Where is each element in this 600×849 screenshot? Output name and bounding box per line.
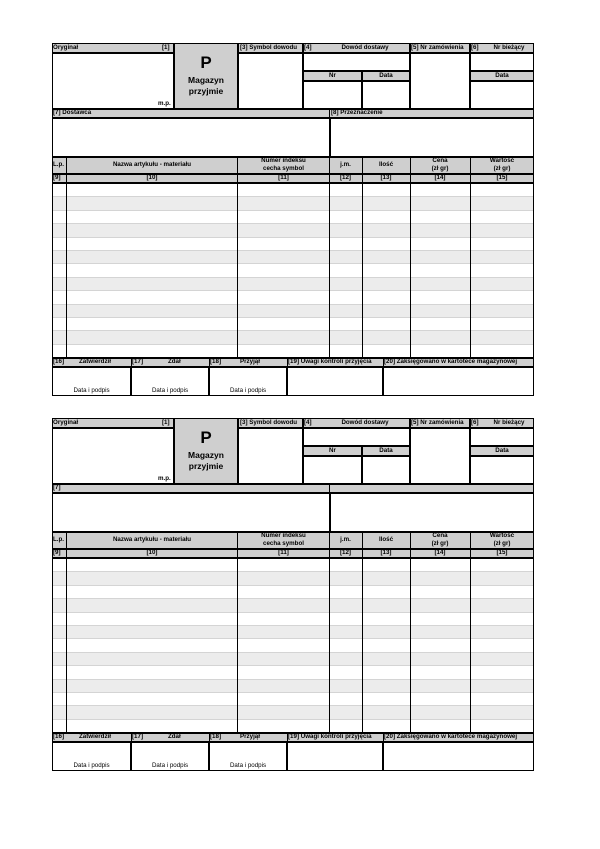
col-unit: j.m.: [340, 536, 351, 543]
original-box[interactable]: [52, 53, 174, 109]
symbol-label: [3] Symbol dowodu: [240, 419, 298, 426]
current-number-field[interactable]: [470, 428, 534, 446]
supplier-field[interactable]: [52, 493, 330, 532]
items-table-body[interactable]: [52, 558, 534, 733]
destination-field[interactable]: [330, 118, 534, 157]
num-9: [9]: [53, 174, 61, 181]
current-date-label: Data: [495, 72, 509, 79]
table-row[interactable]: [53, 251, 534, 264]
col-lp: L.p.: [53, 536, 64, 543]
col-price-line2: (zł gr): [431, 540, 449, 547]
f18-num: [18]: [210, 733, 222, 740]
col-name: Nazwa artykułu - materiału: [112, 161, 192, 168]
handed-over-signature-caption: Data i podpis: [151, 762, 189, 769]
inspection-remarks-label: [19] Uwagi kontroli przyjęcia: [288, 358, 372, 365]
inspection-remarks-box[interactable]: [287, 367, 383, 396]
original-label: Oryginał: [53, 44, 79, 51]
col-unit: j.m.: [340, 161, 351, 168]
handed-over-label: Zdał: [168, 733, 181, 740]
col-price-line1: Cena: [432, 532, 448, 539]
num-12: [12]: [339, 174, 351, 181]
table-row[interactable]: [53, 291, 534, 304]
mp-label: m.p.: [158, 100, 171, 107]
date-label: Data: [379, 447, 393, 454]
current-date-field[interactable]: [470, 81, 534, 109]
f17-num: [17]: [132, 358, 144, 365]
table-row[interactable]: [53, 318, 534, 331]
received-label: Przyjął: [240, 733, 260, 740]
table-row[interactable]: [53, 278, 534, 291]
destination-label: [8] Przeznaczenie: [331, 109, 383, 116]
current-number-label: Nr bieżący: [493, 44, 525, 51]
symbol-field[interactable]: [238, 53, 303, 109]
original-label: Oryginał: [53, 419, 79, 426]
handed-over-label: Zdał: [168, 358, 181, 365]
table-row[interactable]: [53, 572, 534, 585]
col-value-line2: (zł gr): [493, 540, 511, 547]
table-row[interactable]: [53, 599, 534, 612]
posted-ledger-label: [20] Zaksięgowano w kartotece magazynowej: [384, 358, 518, 365]
date-field[interactable]: [362, 81, 410, 109]
order-number-label: [5] Nr zamówienia: [411, 419, 464, 426]
items-table-body[interactable]: [52, 183, 534, 358]
current-number-field[interactable]: [470, 53, 534, 71]
document-letter: P: [200, 53, 212, 72]
col-index-line1: Numer indeksu: [261, 157, 306, 164]
current-date-label: Data: [495, 447, 509, 454]
table-row[interactable]: [53, 211, 534, 224]
num-14: [14]: [434, 549, 446, 556]
supplier-field[interactable]: [52, 118, 330, 157]
table-row[interactable]: [53, 720, 534, 733]
col-quantity: Ilość: [378, 161, 394, 168]
delivery-doc-field[interactable]: [303, 428, 410, 446]
f16-num: [16]: [53, 733, 65, 740]
table-row[interactable]: [53, 238, 534, 251]
nr-label: Nr: [329, 447, 336, 454]
order-number-field[interactable]: [410, 53, 470, 109]
document-name-line1: Magazyn: [188, 450, 224, 460]
field4-num: [4]: [304, 419, 312, 426]
table-row[interactable]: [53, 345, 534, 358]
table-row[interactable]: [53, 197, 534, 210]
col-index-line2: cecha symbol: [263, 165, 304, 172]
symbol-label: [3] Symbol dowodu: [240, 44, 298, 51]
table-row[interactable]: [53, 639, 534, 652]
current-date-field[interactable]: [470, 456, 534, 484]
date-field[interactable]: [362, 456, 410, 484]
delivery-doc-label: Dowód dostawy: [341, 419, 389, 426]
supplier-destination-header: [52, 109, 534, 118]
table-row[interactable]: [53, 613, 534, 626]
posted-ledger-box[interactable]: [383, 367, 534, 396]
num-13: [13]: [380, 549, 392, 556]
table-row[interactable]: [53, 559, 534, 572]
approved-signature-caption: Data i podpis: [73, 387, 110, 394]
table-row[interactable]: [53, 224, 534, 237]
table-row[interactable]: [53, 305, 534, 318]
num-10: [10]: [146, 549, 158, 556]
table-row[interactable]: [53, 264, 534, 277]
supplier-label: [7]: [53, 484, 61, 491]
f17-num: [17]: [132, 733, 144, 740]
delivery-doc-label: Dowód dostawy: [341, 44, 389, 51]
f18-num: [18]: [210, 358, 222, 365]
col-lp: L.p.: [53, 161, 64, 168]
num-14: [14]: [434, 174, 446, 181]
supplier-label: [7] Dostawca: [53, 109, 92, 116]
date-label: Data: [379, 72, 393, 79]
table-row[interactable]: [53, 693, 534, 706]
original-box[interactable]: [52, 428, 174, 484]
col-index-line2: cecha symbol: [263, 540, 304, 547]
posted-ledger-box[interactable]: [383, 742, 534, 771]
approved-label: Zatwierdził: [79, 733, 111, 740]
num-15: [15]: [496, 174, 508, 181]
inspection-remarks-box[interactable]: [287, 742, 383, 771]
order-number-field[interactable]: [410, 428, 470, 484]
field4-num: [4]: [304, 44, 312, 51]
num-15: [15]: [496, 549, 508, 556]
col-quantity: Ilość: [378, 536, 394, 543]
table-row[interactable]: [53, 331, 534, 344]
col-value-line1: Wartość: [489, 532, 515, 539]
f16-num: [16]: [53, 358, 65, 365]
symbol-field[interactable]: [238, 428, 303, 484]
supplier-destination-header: [52, 484, 534, 493]
document-name-line1: Magazyn: [188, 75, 224, 85]
destination-field[interactable]: [330, 493, 534, 532]
field1-num: [1]: [162, 44, 170, 51]
table-row[interactable]: [53, 586, 534, 599]
handed-over-signature-caption: Data i podpis: [151, 387, 189, 394]
col-value-line1: Wartość: [489, 157, 515, 164]
num-11: [11]: [278, 549, 289, 556]
nr-label: Nr: [329, 72, 336, 79]
num-13: [13]: [380, 174, 392, 181]
approved-signature-caption: Data i podpis: [73, 762, 110, 769]
col-price-line2: (zł gr): [431, 165, 449, 172]
num-11: [11]: [278, 174, 289, 181]
document-name-line2: przyjmie: [188, 461, 224, 471]
order-number-label: [5] Nr zamówienia: [411, 44, 464, 51]
document-letter: P: [200, 428, 212, 447]
nr-field[interactable]: [303, 456, 362, 484]
table-row[interactable]: [53, 653, 534, 666]
table-row[interactable]: [53, 626, 534, 639]
inspection-remarks-label: [19] Uwagi kontroli przyjęcia: [288, 733, 372, 740]
field6-num: [6]: [471, 44, 479, 51]
col-name: Nazwa artykułu - materiału: [112, 536, 192, 543]
received-signature-caption: Data i podpis: [229, 387, 267, 394]
table-row[interactable]: [53, 184, 534, 197]
field1-num: [1]: [162, 419, 170, 426]
col-price-line1: Cena: [432, 157, 448, 164]
posted-ledger-label: [20] Zaksięgowano w kartotece magazynowej: [384, 733, 518, 740]
num-12: [12]: [339, 549, 351, 556]
table-row[interactable]: [53, 706, 534, 719]
num-9: [9]: [53, 549, 61, 556]
approved-label: Zatwierdził: [79, 358, 111, 365]
col-value-line2: (zł gr): [493, 165, 511, 172]
num-10: [10]: [146, 174, 158, 181]
received-label: Przyjął: [240, 358, 260, 365]
col-index-line1: Numer indeksu: [261, 532, 306, 539]
nr-field[interactable]: [303, 81, 362, 109]
table-row[interactable]: [53, 666, 534, 679]
delivery-doc-field[interactable]: [303, 53, 410, 71]
field6-num: [6]: [471, 419, 479, 426]
current-number-label: Nr bieżący: [493, 419, 525, 426]
document-name-line2: przyjmie: [188, 86, 224, 96]
received-signature-caption: Data i podpis: [229, 762, 267, 769]
mp-label: m.p.: [158, 475, 171, 482]
table-row[interactable]: [53, 680, 534, 693]
